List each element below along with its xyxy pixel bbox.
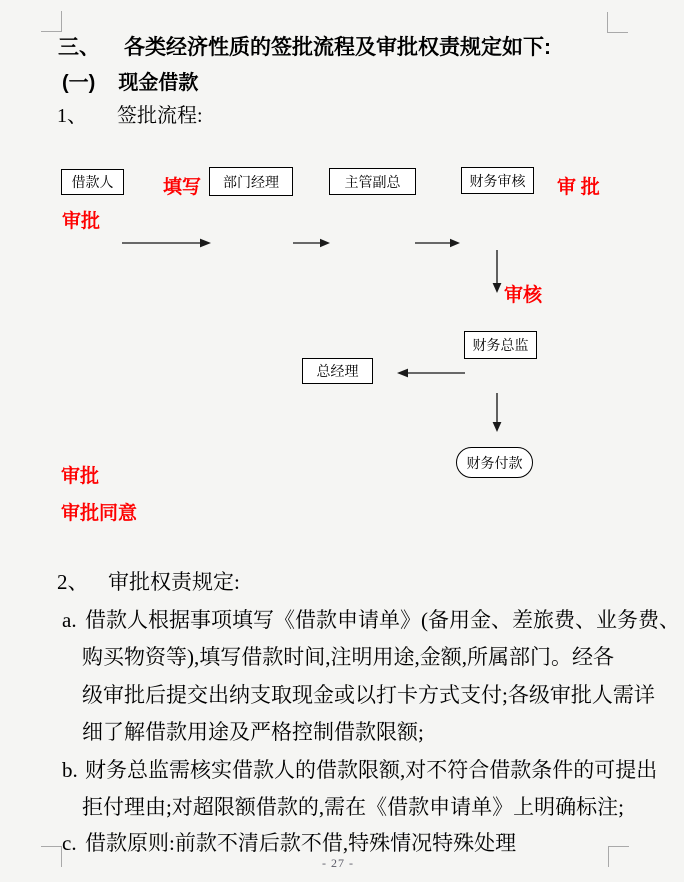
arrow-deputy-gm-to-finance-review [415, 239, 460, 247]
flow-box-general-manager-label: 总经理 [316, 365, 359, 380]
rules-heading [57, 570, 240, 594]
page-number: - 27 - [322, 856, 354, 870]
section-heading-marker: 三、 [58, 36, 100, 59]
rule-line-b1: b. 财务总监需核实借款人的借款限额,对不符合借款条件的可提出 [62, 758, 658, 782]
annotation-approve-agree: 审批同意 [61, 503, 138, 524]
crop-mark-top-right [607, 12, 628, 33]
flow-box-finance-payment [456, 447, 533, 478]
flow-box-finance-review-label: 财务审核 [469, 174, 526, 190]
annotation-approve-left: 审批 [62, 211, 101, 232]
annotation-approve-bottom: 审批 [61, 466, 100, 487]
step-heading-marker: 1、 [57, 105, 87, 127]
flow-box-finance-payment-label: 财务付款 [466, 456, 523, 472]
annotation-approve-right: 审 批 [557, 177, 600, 198]
annotation-audit: 审核 [504, 285, 543, 306]
rule-line-a2: 购买物资等),填写借款时间,注明用途,金额,所属部门。经各 [82, 645, 614, 669]
rules-heading-marker: 2、 [57, 570, 89, 594]
rule-line-c1: c. 借款原则:前款不清后款不借,特殊情况特殊处理 [62, 831, 517, 855]
crop-mark-top-left [41, 11, 62, 32]
rule-line-a1: a. 借款人根据事项填写《借款申请单》(备用金、差旅费、业务费、 [62, 608, 680, 632]
arrow-borrower-to-dept-manager [122, 239, 211, 248]
flow-box-borrower-label: 借款人 [71, 176, 114, 191]
annotation-fill-in: 填写 [163, 177, 202, 198]
flow-box-deputy-gm-label: 主管副总 [344, 175, 401, 191]
arrow-general-manager-to-finance-payment [493, 393, 502, 432]
flow-box-deputy-gm [329, 168, 416, 195]
rules-heading-text: 审批权责规定: [108, 570, 240, 594]
arrow-finance-review-to-finance-director [493, 250, 502, 293]
flow-box-borrower [61, 169, 124, 195]
flow-box-finance-director [464, 331, 537, 359]
step-heading [57, 99, 203, 128]
subsection-heading-text: 现金借款 [118, 72, 199, 94]
section-heading [58, 31, 551, 61]
flow-box-dept-manager [209, 167, 293, 196]
rule-line-a4: 细了解借款用途及严格控制借款限额; [82, 720, 424, 744]
rule-line-a3: 级审批后提交出纳支取现金或以打卡方式支付;各级审批人需详 [82, 683, 655, 707]
flow-box-finance-review [461, 167, 534, 194]
arrow-finance-director-to-general-manager [397, 369, 465, 378]
flow-box-finance-director-label: 财务总监 [472, 339, 529, 354]
section-heading-text: 各类经济性质的签批流程及审批权责规定如下: [124, 36, 551, 59]
step-heading-text: 签批流程: [117, 105, 203, 127]
subsection-heading-marker: (一) [62, 72, 96, 94]
rule-line-b2: 拒付理由;对超限额借款的,需在《借款申请单》上明确标注; [82, 795, 624, 819]
arrow-dept-manager-to-deputy-gm [293, 239, 330, 247]
subsection-heading [62, 66, 198, 95]
flow-box-dept-manager-label: 部门经理 [223, 175, 279, 191]
flow-box-general-manager [302, 358, 373, 384]
